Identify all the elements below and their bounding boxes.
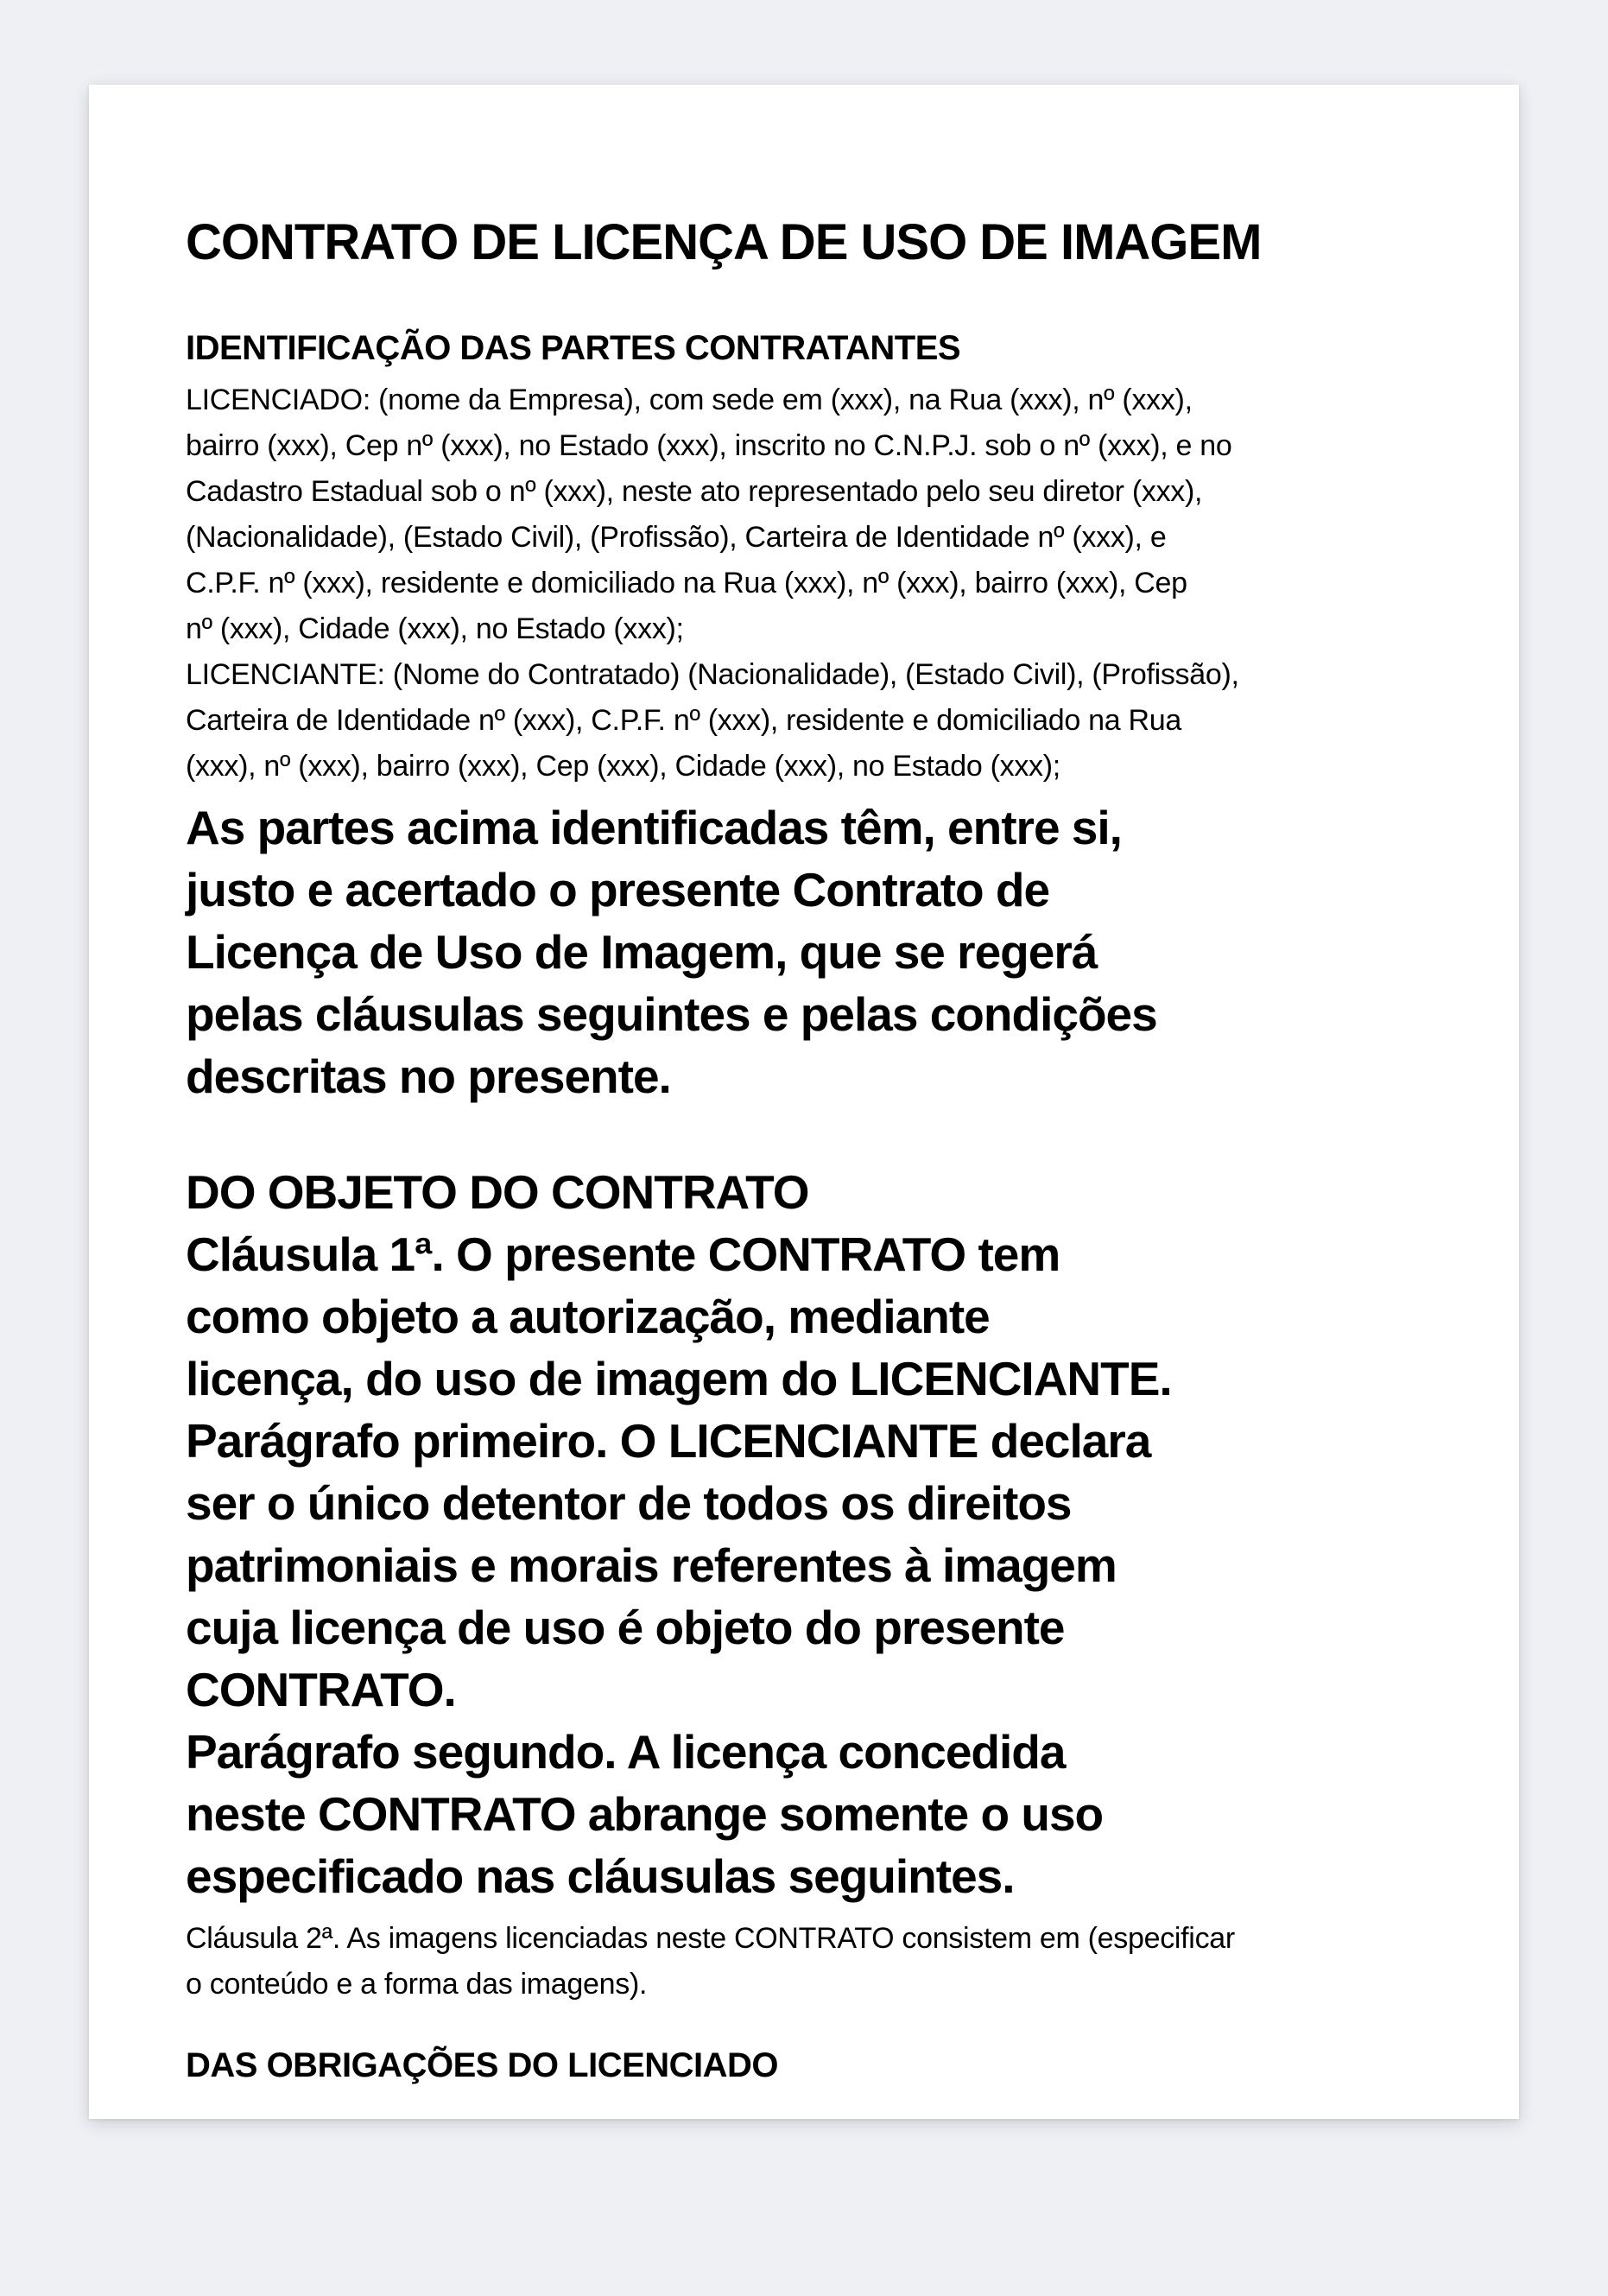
body-line: Cláusula 2ª. As imagens licenciadas neste CONTRATO consistem em (especificar bbox=[186, 1922, 1235, 1955]
preamble-paragraph bbox=[186, 796, 1422, 1107]
clause-line: patrimoniais e morais referentes à imagem bbox=[186, 1538, 1117, 1592]
preamble-line: pelas cláusulas seguintes e pelas condições bbox=[186, 987, 1157, 1041]
page-background bbox=[0, 85, 1608, 2296]
body-line: LICENCIANTE: (Nome do Contratado) (Nacionalidade), (Estado Civil), (Profissão), bbox=[186, 658, 1239, 691]
section-heading-obligations: DAS OBRIGAÇÕES DO LICENCIADO bbox=[186, 2046, 779, 2084]
clause-line: como objeto a autorização, mediante bbox=[186, 1290, 990, 1343]
body-line: Carteira de Identidade nº (xxx), C.P.F. nº (xxx), residente e domiciliado na Rua bbox=[186, 704, 1181, 737]
clause-line: neste CONTRATO abrange somente o uso bbox=[186, 1787, 1104, 1841]
identification-paragraph bbox=[186, 377, 1422, 790]
object-section bbox=[186, 1161, 1422, 1907]
preamble-line: justo e acertado o presente Contrato de bbox=[186, 863, 1050, 916]
document-title: CONTRATO DE LICENÇA DE USO DE IMAGEM bbox=[186, 214, 1262, 270]
clause-2-paragraph bbox=[186, 1916, 1422, 2007]
body-line: (Nacionalidade), (Estado Civil), (Profissão), Carteira de Identidade nº (xxx), e bbox=[186, 521, 1167, 554]
preamble-line: descritas no presente. bbox=[186, 1050, 671, 1103]
clause-line: especificado nas cláusulas seguintes. bbox=[186, 1849, 1015, 1903]
body-line: bairro (xxx), Cep nº (xxx), no Estado (xxx), inscrito no C.N.P.J. sob o nº (xxx), e no bbox=[186, 429, 1232, 462]
body-line: (xxx), nº (xxx), bairro (xxx), Cep (xxx), Cidade (xxx), no Estado (xxx); bbox=[186, 750, 1060, 783]
preamble-line: As partes acima identificadas têm, entre si, bbox=[186, 801, 1122, 854]
body-line: C.P.F. nº (xxx), residente e domiciliado na Rua (xxx), nº (xxx), bairro (xxx), Cep bbox=[186, 567, 1187, 599]
preamble-line: Licença de Uso de Imagem, que se regerá bbox=[186, 925, 1098, 979]
document-page bbox=[89, 85, 1519, 2119]
clause-line: cuja licença de uso é objeto do presente bbox=[186, 1601, 1065, 1654]
clause-line: Parágrafo primeiro. O LICENCIANTE declara bbox=[186, 1414, 1151, 1468]
body-line: o conteúdo e a forma das imagens). bbox=[186, 1968, 648, 2001]
clause-line: Parágrafo segundo. A licença concedida bbox=[186, 1725, 1066, 1779]
clause-line: Cláusula 1ª. O presente CONTRATO tem bbox=[186, 1227, 1060, 1281]
clause-line: CONTRATO. bbox=[186, 1663, 456, 1716]
body-line: LICENCIADO: (nome da Empresa), com sede em (xxx), na Rua (xxx), nº (xxx), bbox=[186, 384, 1193, 416]
section-heading-identification: IDENTIFICAÇÃO DAS PARTES CONTRATANTES bbox=[186, 329, 961, 367]
body-line: Cadastro Estadual sob o nº (xxx), neste ato representado pelo seu diretor (xxx), bbox=[186, 475, 1203, 508]
clause-line: ser o único detentor de todos os direitos bbox=[186, 1476, 1072, 1530]
body-line: nº (xxx), Cidade (xxx), no Estado (xxx); bbox=[186, 612, 684, 645]
section-heading-object: DO OBJETO DO CONTRATO bbox=[186, 1165, 809, 1219]
clause-line: licença, do uso de imagem do LICENCIANTE. bbox=[186, 1352, 1172, 1405]
